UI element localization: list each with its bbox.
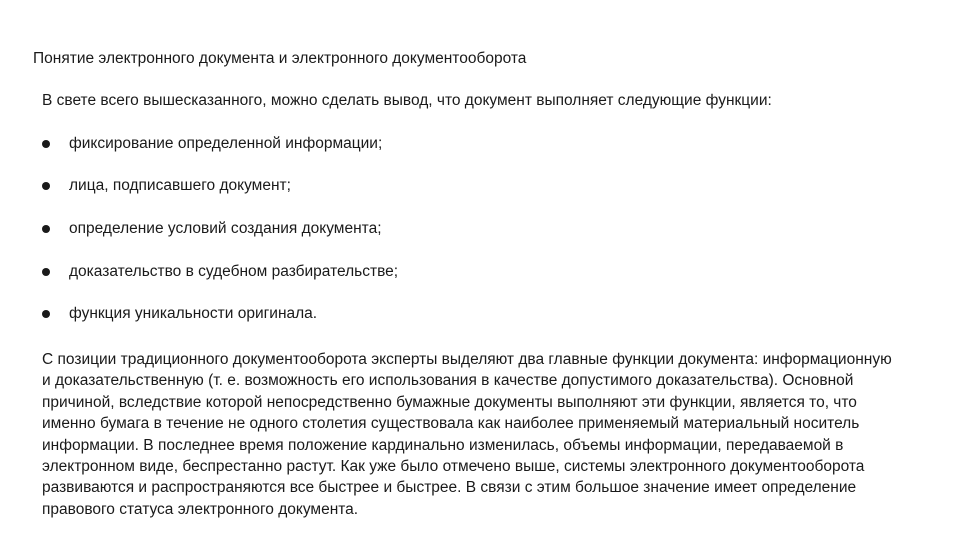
bullet-dot-icon bbox=[42, 268, 50, 276]
bullet-dot-icon bbox=[42, 225, 50, 233]
paragraph-line: С позиции традиционного документооборота эксперты выделяют два главные функции документа: информационную bbox=[42, 351, 892, 368]
bullet-text: лица, подписавшего документ; bbox=[69, 177, 291, 194]
bullet-text: фиксирование определенной информации; bbox=[69, 135, 383, 152]
body-paragraph bbox=[42, 349, 954, 520]
intro-text: В свете всего вышесказанного, можно сделать вывод, что документ выполняет следующие функции: bbox=[42, 92, 772, 109]
slide-title: Понятие электронного документа и электронного документооборота bbox=[33, 50, 527, 67]
paragraph-line: электронном виде, беспрестанно растут. Как уже было отмечено выше, системы электронного документооборота bbox=[42, 458, 865, 476]
bullet-dot-icon bbox=[42, 310, 50, 318]
paragraph-line: и доказательственную (т. е. возможность его использования в качестве допустимого доказательства). Основной bbox=[42, 372, 854, 390]
bullet-dot-icon bbox=[42, 182, 50, 190]
bullet-dot-icon bbox=[42, 140, 50, 148]
paragraph-line: информации. В последнее время положение кардинально изменилась, объемы информации, передаваемой в bbox=[42, 436, 844, 454]
paragraph-line: причиной, вследствие которой непосредственно бумажные документы выполняют эти функции, является то, что bbox=[42, 393, 857, 411]
bullet-text: доказательство в судебном разбирательстве; bbox=[69, 263, 399, 280]
bullet-text: определение условий создания документа; bbox=[69, 220, 382, 237]
bullet-text: функция уникальности оригинала. bbox=[69, 305, 318, 322]
paragraph-line: правового статуса электронного документа. bbox=[42, 500, 359, 518]
paragraph-line: развиваются и распространяются все быстрее и быстрее. В связи с этим большое значение имеет определение bbox=[42, 479, 857, 497]
paragraph-line: именно бумага в течение не одного столетия существовала как наиболее применяемый материальный носитель bbox=[42, 415, 860, 433]
